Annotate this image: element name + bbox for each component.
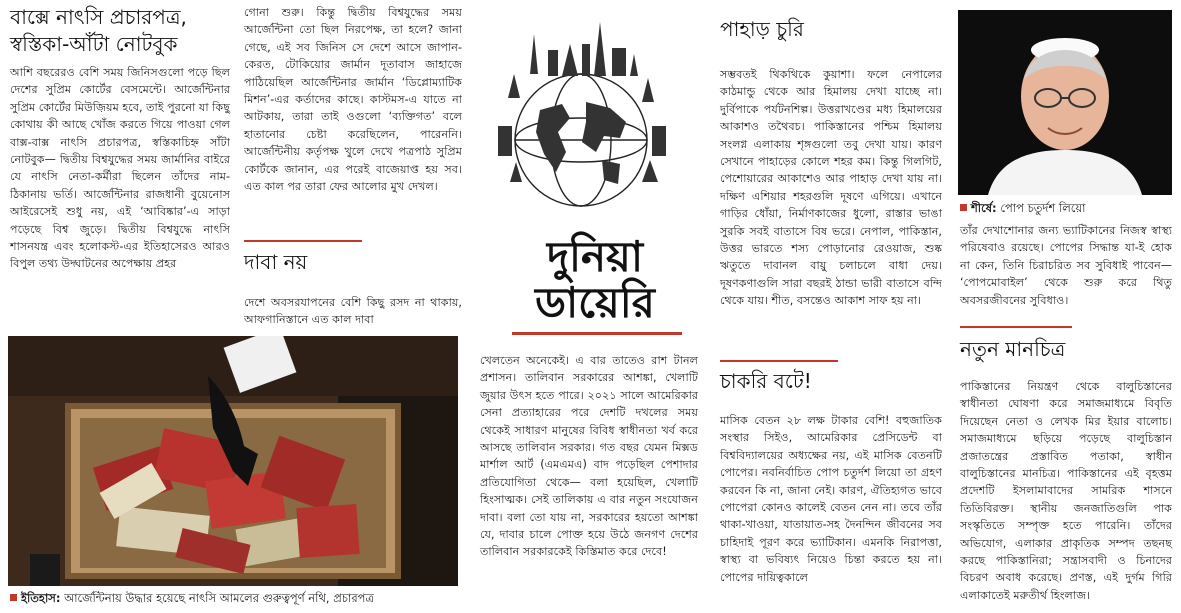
caption-label: ইতিহাস: bbox=[21, 591, 61, 605]
nazi-documents-photo bbox=[8, 336, 458, 586]
caption-label: শীর্ষে: bbox=[971, 201, 997, 215]
headline-no-chess: দাবা নয় bbox=[244, 250, 308, 274]
pope-portrait-illustration bbox=[958, 10, 1172, 195]
headline-new-map: নতুন মানচিত্র bbox=[960, 337, 1066, 361]
caption-text: পোপ চতুর্দশ লিয়ো bbox=[1000, 201, 1086, 215]
headline-mountain-theft: পাহাড় চুরি bbox=[720, 17, 804, 41]
article-new-map: পাকিস্তানের নিয়ন্ত্রণ থেকে বালুচিস্তানের স্বাধীনতা ঘোষণা করে সমাজমাধ্যমে বিবৃতি দিয়েছেন নেতা ও লেখক মির ইয়ার বালোচ। সমাজমাধ্যমে ছড়িয়ে পড়েছে বালুচিস্তান প্রজাতন্ত্রের প্রস্তাবিত পতাকা, স্বাধীন বালুচিস্তানের মানচিত্র। পাকিস্তানের এই বৃহত্তম প্রদেশটি ইসলামাবাদের সামরিক শাসনে তিতিবিরক্ত। স্থানীয় জনজাতিগুলি পাক সংস্কৃতিতে সম্পৃক্ত হতে পারেনি। তাঁদের অভিযোগ, এলাকার প্রাকৃতিক সম্পদ তছনছ করছে পাকিস্তানিরা; সন্ত্রাসবাদী ও চিনাদের বিচরণ অবাধ করেছে। প্রণস্ত, এই দুর্গম গিরি এলাকাতেই মরুতীর্থ হিংলাজ। bbox=[960, 380, 1172, 602]
masthead-title bbox=[500, 234, 690, 326]
section-divider bbox=[960, 326, 1072, 328]
world-landmarks-illustration bbox=[470, 14, 692, 236]
article-nazi-documents-part1: আশি বছরেরও বেশি সময় জিনিসগুলো পড়ে ছিল দেশের সুপ্রিম কোর্টের বেসমেন্টে। আর্জেন্টিনার সুপ্রিম কোর্টের মিউজ়িয়ম হবে, তাই পুরনো যা কিছু কোথায় কী আছে খোঁজ করতে গিয়ে পাওয়া গেল বাক্স-বাক্স নাৎসি প্রচারপত্র, স্বস্তিকাচিহ্ন সাঁটা নোটবুক— দ্বিতীয় বিশ্বযুদ্ধের সময় জার্মানির বাইরে যে নাৎসি নেতা-কর্মীরা ছিলেন তাঁদের নাম-ঠিকানায় ভর্তি। আর্জেন্টিনার রাজধানী বুয়েনোস আইরেসেই শুধু নয়, এই ‘আবিষ্কার’-এ সাড়া পড়েছে বিশ্ব জুড়ে। দ্বিতীয় বিশ্বযুদ্ধে নাৎসি শাসনযন্ত্র এবং হলোকস্ট-এর ইতিহাসেরও আরও বিপুল তথ্য উদ্ঘাটনের অপেক্ষায় প্রহর bbox=[10, 66, 230, 271]
article-chess-part1: দেশে অবসরযাপনের বেশি কিছু রসদ না থাকায়, আফগানিস্তানে এত কাল দাবা bbox=[244, 296, 462, 327]
nazi-documents-illustration bbox=[8, 336, 458, 586]
caption-bullet bbox=[960, 204, 967, 211]
globe-icon bbox=[470, 14, 692, 236]
masthead-line1: দুনিয়া bbox=[546, 232, 644, 281]
masthead-line2: ডায়েরি bbox=[535, 278, 655, 327]
article-pope-salary-part2: তাঁর দেখাশোনার জন্য ভ্যাটিকানের নিজস্ব স্বাস্থ্য পরিষেবাও রয়েছে। পোপের সিদ্ধান্ত যা-ই হোক না কেন, তিনি চিরাচরিত সব সুবিধাই পাবেন— ‘পোপমোবাইল’ থেকে শুরু করে থিতু অবসরজীবনের সুবিধাও। bbox=[960, 224, 1172, 307]
photo-caption-history bbox=[10, 590, 374, 606]
caption-text: আর্জেন্টিনায় উদ্ধার হয়েছে নাৎসি আমলের গুরুত্বপূর্ণ নথি, প্রচারপত্র bbox=[64, 591, 374, 605]
pope-portrait-photo bbox=[958, 10, 1172, 195]
headline-nazi-documents: বাক্সে নাৎসি প্রচারপত্র, স্বস্তিকা-আঁটা নোটবুক bbox=[10, 5, 187, 56]
section-divider bbox=[244, 240, 362, 242]
photo-caption-pope bbox=[960, 200, 1086, 216]
caption-bullet bbox=[10, 594, 17, 601]
headline-what-a-job: চাকরি বটে! bbox=[720, 369, 812, 393]
section-divider bbox=[720, 360, 838, 362]
article-nazi-documents-part2: গোনা শুরু। কিন্তু দ্বিতীয় বিশ্বযুদ্ধের সময় আর্জেন্টিনা তো ছিল নিরপেক্ষ, তা হলে? জানা গেছে, এই সব জিনিস সে দেশে আসে জাপান-কেরত, টোকিয়োর জার্মান দূতাবাস জাহাজে পাঠিয়েছিল আর্জেন্টিনার জার্মান ‘ডিপ্লোম্যাটিক মিশন’-এর কর্তাদের কাছে। কাস্টমস-এ যাতে না আটকায়, তারা তাই ওগুলো ‘ব্যক্তিগত’ বলে হাতানোর চেষ্টা করেছিলেন, পারেননি। আর্জেন্টিনীয় কর্তৃপক্ষ খুলে দেখে পত্রপাঠ সুপ্রিম কোর্টকে জানান, এর পরেই বাজেয়াপ্ত হয় সব। এত কাল পর তারা ফের আলোর মুখ দেখল। bbox=[244, 6, 462, 194]
article-mountain-theft: সম্ভবতই থিকথিকে কুয়াশা। ফলে নেপালের কাঠমান্ডু থেকে আর হিমালয় দেখা যাচ্ছে না। দুর্বিপাকে পর্যটনশিল্প। উত্তরাখণ্ডের মধ্য হিমালয়ের আকাশও তথৈবচ। পাকিস্তানের পশ্চিম হিমালয় সংলগ্ন এলাকায় শৃঙ্গগুলো তবু দেখা যায়। কারণ সেখানে পাহাড়ের কোলে শহর কম। কিন্তু গিলগিট, পেশোয়ারের আকাশেও আর পাহাড় দেখা যায় না। দক্ষিণ এশিয়ার শহরগুলি দূষণে এগিয়ে। এখানে গাড়ির ধোঁয়া, নির্মাণকাজের ধুলো, রাস্তার ভাঙা সুরকি সবই বাতাসে বিষ ভরে। নেপাল, পাকিস্তান, উত্তর ভারতে শস্য পোড়ানোর রেওয়াজ, শুষ্ক ঋতুতে দাবানল বায়ু চলাচলে বাধা দেয়। দূষণকণাগুলি সারা বছরই ঠান্ডা ভারী বাতাসে বন্দি থেকে যায়। শীত, বসন্তেও আকাশ সাফ হয় না। bbox=[720, 68, 942, 308]
article-chess-part2: খেলতেন অনেকেই। এ বার তাতেও রাশ টানল প্রশাসন। তালিবান সরকারের আশঙ্কা, খেলাটি জুয়ার উৎস হতে পারে। ২০২১ সালে আমেরিকার সেনা প্রত্যাহারের পরে দেশটি দখলের সময় থেকেই সাধারণ মানুষের বিবিধ স্বাধীনতা খর্ব করে আসছে তালিবান সরকার। গত বছর যেমন মিক্সড মার্শাল আর্ট (এমএমএ) বাদ পড়েছিল পেশাদার প্রতিযোগিতা থেকে— বলা হয়েছিল, খেলাটি হিংসাত্মক। সেই তালিকায় এ বার নতুন সংযোজন দাবা। বলা তো যায় না, সরকারের হয়তো আশঙ্কা যে, দাবার চালে পোক্ত হয়ে উঠে জনগণ দেশের তালিবান সরকারকেই কিস্তিমাত করে দেবে! bbox=[480, 354, 698, 559]
masthead-divider bbox=[512, 332, 682, 335]
article-pope-salary-part1: মাসিক বেতন ২৮ লক্ষ টাকার বেশি! বহুজাতিক সংস্থার সিইও, আমেরিকার প্রেসিডেন্ট বা বিশ্ববিদ্যালয়ের অধ্যক্ষের নয়, এই মাসিক বেতনটি পোপের। নবনির্বাচিত পোপ চতুর্দশ লিয়ো তা গ্রহণ করবেন কি না, জানা নেই। কারণ, ঐতিহ্যগত ভাবে পোপেরা কোনও কালেই বেতন নেন না। তবে তাঁর থাকা-খাওয়া, যাতায়াত-সহ দৈনন্দিন জীবনের সব চাহিদাই পূরণ করে ভ্যাটিকান। এমনকি নিরাপত্তা, স্বাস্থ্য বা ভবিষ্যৎ নিয়েও চিন্তা করতে হয় না। পোপের দায়িত্বকালে bbox=[720, 414, 942, 584]
